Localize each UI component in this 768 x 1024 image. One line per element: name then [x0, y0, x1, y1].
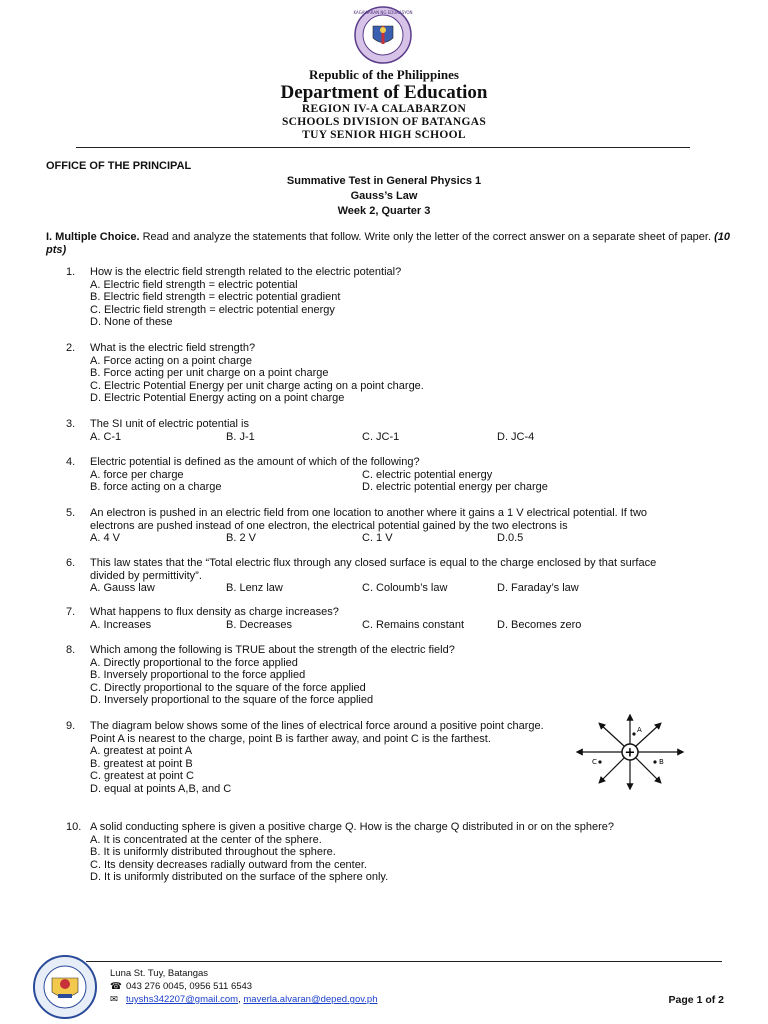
option: C. Directly proportional to the square of the force applied: [90, 681, 366, 694]
option: D. Becomes zero: [497, 618, 582, 631]
option: D. equal at points A,B, and C: [90, 782, 232, 795]
footer-phone: 043 276 0045, 0956 511 6543: [126, 981, 253, 992]
option: D.0.5: [497, 532, 524, 545]
footer-divider: [86, 961, 722, 962]
question-number: 3.: [66, 418, 76, 430]
office-label: OFFICE OF THE PRINCIPAL: [46, 160, 192, 172]
point-charge-field-diagram: [574, 712, 686, 792]
option: A. C-1: [90, 430, 122, 443]
option: A. force per charge: [90, 468, 184, 481]
option: C. Electric field strength = electric potential energy: [90, 303, 335, 316]
option: D. Inversely proportional to the square of the force applied: [90, 694, 374, 707]
option: D. Electric Potential Energy acting on a point charge: [90, 392, 345, 405]
question-stem: What happens to flux density as charge increases?: [90, 606, 339, 618]
option: B. greatest at point B: [90, 757, 193, 770]
question-stem: Electric potential is defined as the amount of which of the following?: [90, 456, 420, 468]
question-number: 6.: [66, 557, 76, 569]
question-number: 10.: [66, 821, 82, 833]
option: A. Electric field strength = electric potential: [90, 278, 298, 291]
question-number: 7.: [66, 606, 76, 618]
option: A. It is concentrated at the center of the sphere.: [90, 833, 322, 846]
option: D. Faraday’s law: [497, 582, 579, 595]
option: C. JC-1: [362, 430, 400, 443]
envelope-icon: ✉: [110, 994, 118, 1005]
option: C. Remains constant: [362, 618, 465, 631]
point-c-label: C: [592, 758, 597, 766]
question-stem: What is the electric field strength?: [90, 342, 256, 354]
email-separator: ,: [238, 994, 244, 1005]
question-number: 5.: [66, 507, 76, 519]
page-indicator: Page 1 of 2: [668, 994, 724, 1006]
point-b-label: B: [659, 758, 664, 766]
option: B. Force acting per unit charge on a point charge: [90, 367, 329, 380]
instructions-label: I. Multiple Choice.: [46, 231, 140, 243]
test-title: Summative Test in General Physics 1: [286, 175, 482, 187]
question-4: [66, 456, 686, 494]
division-line: SCHOOLS DIVISION OF BATANGAS: [281, 116, 487, 128]
option: A. Force acting on a point charge: [90, 354, 253, 367]
charge-sign-label: +: [624, 745, 636, 761]
footer-address: Luna St. Tuy, Batangas: [110, 968, 209, 979]
option: C. Coloumb’s law: [362, 582, 448, 595]
option: C. greatest at point C: [90, 770, 194, 783]
point-a-marker: [632, 732, 635, 735]
tuy-shs-school-logo: [30, 954, 100, 1020]
question-3: [66, 418, 686, 443]
question-10: [66, 821, 686, 884]
option: B. Electric field strength = electric potential gradient: [90, 291, 341, 304]
question-stem: The SI unit of electric potential is: [90, 418, 249, 430]
region-line: REGION IV-A CALABARZON: [301, 103, 467, 115]
email-link-1[interactable]: tuyshs342207@gmail.com: [126, 994, 239, 1005]
question-number: 9.: [66, 720, 76, 732]
school-address-block: [0, 103, 768, 142]
question-5: [66, 507, 686, 545]
deped-seal-logo: [342, 6, 424, 64]
question-8: [66, 644, 686, 707]
test-topic: Gauss’s Law: [350, 190, 418, 202]
point-c-marker: [598, 760, 601, 763]
option: D. It is uniformly distributed on the surface of the sphere only.: [90, 871, 389, 884]
department-heading: Department of Education: [280, 82, 488, 103]
footer-phone-line: [110, 981, 252, 993]
option: B. Decreases: [226, 618, 293, 631]
option: A. 4 V: [90, 532, 120, 545]
option: B. 2 V: [226, 532, 256, 545]
email-link-2[interactable]: maverla.alvaran@deped.gov.ph: [243, 994, 378, 1005]
question-stem: Which among the following is TRUE about the strength of the electric field?: [90, 644, 455, 656]
phone-icon: ☎: [110, 981, 122, 992]
question-6: [66, 557, 686, 595]
option: D. None of these: [90, 316, 173, 329]
option: B. It is uniformly distributed throughout the sphere.: [90, 846, 336, 859]
school-line: TUY SENIOR HIGH SCHOOL: [302, 129, 466, 141]
option: B. force acting on a charge: [90, 481, 222, 494]
question-1: [66, 266, 686, 329]
option: B. Inversely proportional to the force applied: [90, 669, 306, 682]
option: C. electric potential energy: [362, 468, 493, 481]
question-stem: An electron is pushed in an electric field from one location to another where it gains a 1 V electrical potential. If two electrons are pushed instead of one electron, the electrical potential gained by the two electrons is: [90, 507, 648, 532]
footer-email-line: [110, 994, 377, 1006]
question-stem: This law states that the “Total electric flux through any closed surface is equal to the charge enclosed by that surface divided by permittivity”.: [90, 557, 657, 582]
instructions-text: Read and analyze the statements that follow. Write only the letter of the correct answer on a separate sheet of paper.: [139, 231, 715, 243]
question-number: 1.: [66, 266, 76, 278]
question-number: 2.: [66, 342, 76, 354]
question-7: [66, 606, 686, 631]
question-stem: A solid conducting sphere is given a positive charge Q. How is the charge Q distributed in or on the sphere?: [90, 821, 615, 833]
option: A. Gauss law: [90, 582, 155, 595]
test-title-block: [0, 174, 768, 219]
instructions: [46, 231, 746, 257]
option: A. Directly proportional to the force applied: [90, 656, 298, 669]
option: C. Its density decreases radially outward from the center.: [90, 858, 367, 871]
question-number: 8.: [66, 644, 76, 656]
point-a-label: A: [637, 726, 642, 734]
test-week: Week 2, Quarter 3: [337, 205, 431, 217]
point-b-marker: [653, 760, 656, 763]
option: C. 1 V: [362, 532, 393, 545]
instructions-points: (10 pts): [46, 231, 730, 256]
svg-text:KAGAWARAN NG EDUKASYON: KAGAWARAN NG EDUKASYON: [353, 10, 413, 15]
option: A. Increases: [90, 618, 152, 631]
question-number: 4.: [66, 456, 76, 468]
option: A. greatest at point A: [90, 745, 193, 758]
question-stem: The diagram below shows some of the lines of electrical force around a positive point charge. Point A is nearest to the charge, point B is farther away, and point C is the farthest.: [90, 720, 544, 745]
option: D. electric potential energy per charge: [362, 481, 548, 494]
option: D. JC-4: [497, 430, 535, 443]
question-stem: How is the electric field strength related to the electric potential?: [90, 266, 402, 278]
header-divider: [76, 147, 690, 148]
option: B. J-1: [226, 430, 255, 443]
option: B. Lenz law: [226, 582, 283, 595]
republic-heading: Republic of the Philippines: [309, 67, 459, 82]
option: C. Electric Potential Energy per unit charge acting on a point charge.: [90, 379, 424, 392]
question-2: [66, 342, 686, 405]
